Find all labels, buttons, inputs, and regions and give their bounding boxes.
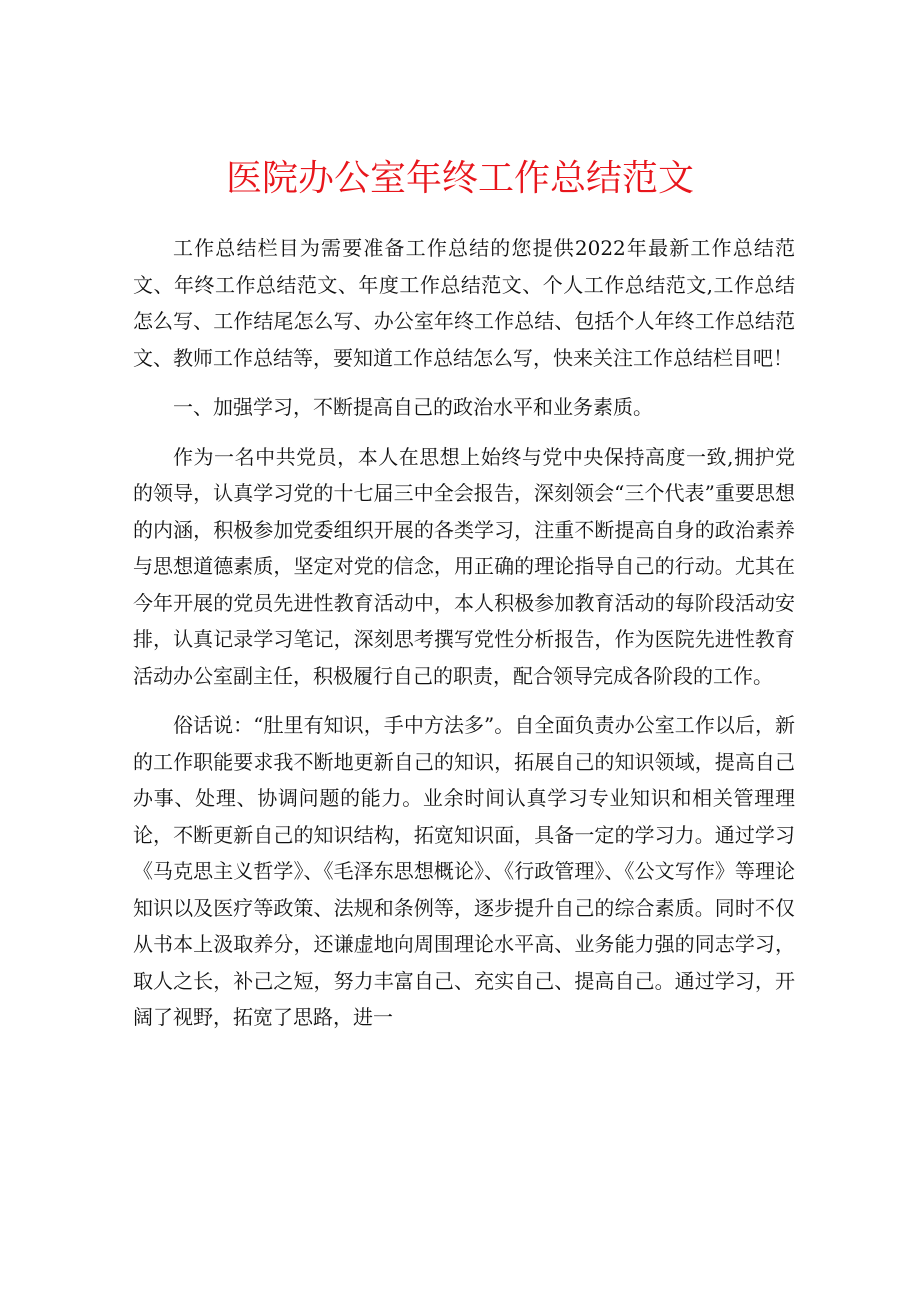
section-heading: 一、加强学习，不断提高自己的政治水平和业务素质。 <box>173 395 653 419</box>
document-body <box>133 230 795 1049</box>
intro-paragraph: 工作总结栏目为需要准备工作总结的您提供2022年最新工作总结范文、年终工作总结范文、年度工作总结范文、个人工作总结范文,工作总结怎么写、工作结尾怎么写、办公室年终工作总结、包括个人年终工作总结范文、教师工作总结等，要知道工作总结怎么写，快来关注工作总结栏目吧！ <box>133 236 795 370</box>
body-paragraph: 作为一名中共党员，本人在思想上始终与党中央保持高度一致,拥护党的领导，认真学习党的十七届三中全会报告，深刻领会“三个代表”重要思想的内涵，积极参加党委组织开展的各类学习，注重不断提高自身的政治素养与思想道德素质，坚定对党的信念，用正确的理论指导自己的行动。尤其在今年开展的党员先进性教育活动中，本人积极参加教育活动的每阶段活动安排，认真记录学习笔记，深刻思考撰写党性分析报告，作为医院先进性教育活动办公室副主任，积极履行自己的职责，配合领导完成各阶段的工作。 <box>133 444 795 688</box>
document-title: 医院办公室年终工作总结范文 <box>225 158 694 200</box>
body-paragraph: 俗话说：“肚里有知识，手中方法多”。自全面负责办公室工作以后，新的工作职能要求我不断地更新自己的知识，拓展自己的知识领域，提高自己办事、处理、协调问题的能力。业余时间认真学习专业知识和相关管理理论，不断更新自己的知识结构，拓宽知识面，具备一定的学习力。通过学习《马克思主义哲学》、《毛泽东思想概论》、《行政管理》、《公文写作》等理论知识以及医疗等政策、法规和条例等，逐步提升自己的综合素质。同时不仅从书本上汲取养分，还谦虚地向周围理论水平高、业务能力强的同志学习，取人之长，补己之短，努力丰富自己、充实自己、提高自己。通过学习，开阔了视野，拓宽了思路，进一 <box>133 713 795 1029</box>
